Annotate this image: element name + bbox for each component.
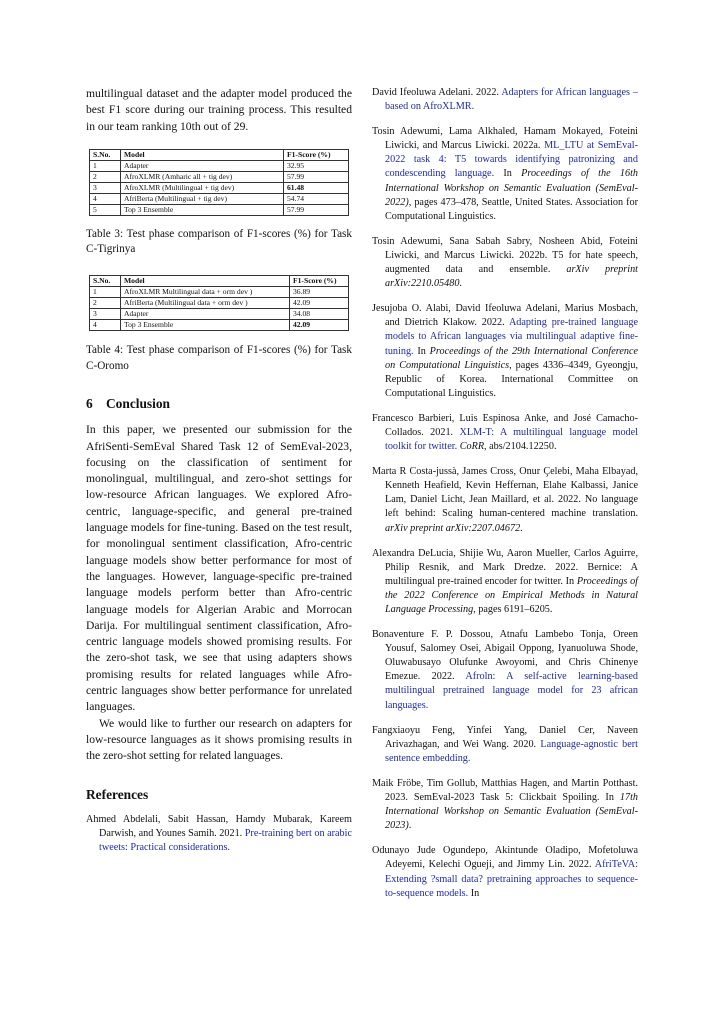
ref-authors: Alexandra DeLucia, Shijie Wu, Aaron Mueller, Carlos Aguirre, Philip Resnik, and Mark Dredze. 2022. Bernice: A multilingual pre-trained encoder for twitter. In	[372, 547, 638, 587]
ref-link[interactable]: XLM-T: A multilingual language model toolkit for twitter.	[385, 426, 638, 453]
table-row	[90, 160, 349, 171]
ref-authors: Tosin Adewumi, Lama Alkhaled, Hamam Mokayed, Foteini Liwicki, and Marcus Liwicki. 2022a.	[372, 126, 638, 152]
ref-text: , pages 6191–6205.	[473, 604, 553, 615]
table-cell: 5	[90, 204, 121, 215]
table-3-caption: Table 3: Test phase comparison of F1-scores (%) for Task C-Tigrinya	[86, 227, 352, 256]
table-row	[90, 171, 349, 182]
table-header-cell: S.No.	[90, 149, 121, 160]
reference-item	[86, 813, 352, 855]
ref-venue: CoRR	[459, 441, 485, 453]
table-cell: 3	[90, 182, 121, 193]
table-row	[90, 309, 349, 320]
ref-authors: Jesujoba O. Alabi, David Ifeoluwa Adelani, Marius Mosbach, and Dietrich Klakow. 2022.	[372, 303, 638, 329]
ref-authors: David Ifeoluwa Adelani. 2022.	[372, 87, 502, 98]
ref-venue: Proceedings of the 16th International Workshop on Semantic Evaluation (SemEval-2022)	[385, 168, 638, 208]
conclusion-paragraph-2: We would like to further our research on adapters for low-resource languages as it shows promising results in the zero-shot setting for related languages.	[86, 716, 352, 763]
ref-link[interactable]: Adapters for African languages – based on AfroXLMR.	[385, 87, 638, 113]
left-column	[86, 86, 352, 866]
right-column	[372, 86, 638, 912]
table-cell: 3	[90, 309, 121, 320]
ref-authors: Fangxiaoyu Feng, Yinfei Yang, Daniel Cer, Naveen Arivazhagan, and Wei Wang. 2020.	[372, 724, 638, 750]
table-cell: 32.95	[284, 160, 349, 171]
ref-text: In	[413, 345, 430, 357]
table-cell-best: 42.09	[290, 320, 349, 331]
reference-item	[372, 302, 638, 401]
ref-text: In	[494, 168, 522, 180]
reference-item	[372, 844, 638, 900]
ref-authors: Bonaventure F. P. Dossou, Atnafu Lambebo Tonja, Oreen Yousuf, Salomey Osei, Abigail Oppong, Iyanuoluwa Shode, Oluwabusayo Olufunke Awoyomi, and Chris Chinenye Emezue. 2022.	[372, 629, 638, 683]
conclusion-heading	[86, 396, 352, 412]
conclusion-paragraph-1: In this paper, we presented our submission for the AfriSenti-SemEval Shared Task 12 of SemEval-2023, focusing on the classification of sentiment for monolingual, multilingual, and zero-shot settings for low-resource African languages. We explored Afro-centric, language-specific, and general pre-trained language models for fine-tuning. Based on the test result, for monolingual sentiment classification, Afro-centric language models show better performance for most of the languages. However, language-specific pre-trained language models perform better than Afro-centric language models for Algerian Arabic and Morrocan Darija. For multilingual sentiment classification, Afro-centric language models showed promising results. For the zero-shot task, we see that using adapters shows promising results for related languages while Afro-centric languages show better performance for unrelated languages.	[86, 423, 352, 714]
reference-item	[372, 724, 638, 766]
reference-item	[372, 86, 638, 114]
reference-item	[372, 777, 638, 833]
table-cell: 57.99	[284, 171, 349, 182]
table-4-header	[90, 276, 349, 287]
ref-venue: Proceedings of the 29th International Conference on Computational Linguistics	[385, 345, 638, 371]
table-cell-best: 61.48	[284, 182, 349, 193]
reference-item	[372, 125, 638, 224]
ref-link[interactable]: Adapting pre-trained language models to African languages via multilingual adaptive fine-tuning.	[385, 317, 639, 357]
ref-text: .	[459, 278, 462, 290]
table-cell: 4	[90, 320, 121, 331]
section-title: Conclusion	[106, 396, 170, 412]
table-row	[90, 320, 349, 331]
table-cell: 1	[90, 160, 121, 171]
ref-link[interactable]: AfriTeVA: Extending ?small data? pretraining approaches to sequence-to-sequence models.	[385, 859, 638, 899]
references-heading: References	[86, 786, 149, 802]
table-row	[90, 204, 349, 215]
table-cell: 4	[90, 193, 121, 204]
section-number: 6	[86, 396, 93, 412]
table-cell: 36.89	[290, 287, 349, 298]
reference-item	[372, 628, 638, 713]
table-4-caption: Table 4: Test phase comparison of F1-scores (%) for Task C-Oromo	[86, 344, 352, 372]
table-cell: 1	[90, 287, 121, 298]
table-cell: 54.74	[284, 193, 349, 204]
reference-item	[372, 235, 638, 291]
table-row	[90, 298, 349, 309]
table-cell: 42.09	[290, 298, 349, 309]
table-header-cell: S.No.	[90, 276, 121, 287]
ref-authors: Odunayo Jude Ogundepo, Akintunde Oladipo, Mofetoluwa Adeyemi, Kelechi Ogueji, and Jimmy Lin. 2022.	[372, 845, 638, 871]
ref-text: , pages 4336–4349, Gyeongju, Republic of Korea. International Committee on Computational Linguistics.	[385, 359, 638, 399]
table-header-cell: Model	[121, 276, 290, 287]
table-cell: 2	[90, 298, 121, 309]
table-cell: AfroXLMR (Amharic all + tig dev)	[121, 171, 284, 182]
ref-venue: arXiv preprint arXiv:2207.04672	[385, 522, 521, 534]
ref-venue: Proceedings of the 2022 Conference on Empirical Methods in Natural Language Processing	[385, 575, 639, 615]
reference-item	[372, 465, 638, 535]
ref-text: In	[468, 887, 480, 899]
table-3	[89, 149, 349, 216]
ref-text: , pages 473–478, Seattle, United States. Association for Computational Linguistics.	[385, 196, 638, 222]
table-cell: Top 3 Ensemble	[121, 204, 284, 215]
table-cell: 57.99	[284, 204, 349, 215]
table-cell: AfriBerta (Multilingual + tig dev)	[121, 193, 284, 204]
ref-text: .	[520, 522, 523, 534]
table-cell: AfroXLMR (Multilingual + tig dev)	[121, 182, 284, 193]
reference-item	[372, 547, 638, 617]
table-cell: 34.08	[290, 309, 349, 320]
table-header-cell: F1-Score (%)	[284, 149, 349, 160]
table-header-cell: Model	[121, 149, 284, 160]
intro-paragraph: multilingual dataset and the adapter model produced the best F1 score during our training process. This resulted in our team ranking 10th out of 29.	[86, 87, 352, 133]
ref-authors: Marta R Costa-jussà, James Cross, Onur Çelebi, Maha Elbayad, Kenneth Heafield, Kevin Heffernan, Elahe Kalbassi, Janice Lam, Daniel Licht, Jean Maillard, et al. 2022. No language left behind: Scaling human-centered machine translation.	[372, 466, 638, 520]
table-cell: 2	[90, 171, 121, 182]
table-cell: AfroXLMR Multilingual data + orm dev )	[121, 287, 290, 298]
table-3-header	[90, 149, 349, 160]
ref-link[interactable]: Pre-training bert on arabic tweets: Practical considerations.	[99, 827, 352, 853]
ref-authors: Francesco Barbieri, Luis Espinosa Anke, and José Camacho-Collados. 2021.	[372, 412, 638, 438]
ref-link[interactable]: ML_LTU at SemEval-2022 task 4: T5 towards identifying patronizing and condescending language.	[385, 140, 638, 180]
ref-authors: Tosin Adewumi, Sana Sabah Sabry, Nosheen Abid, Foteini Liwicki, and Marcus Liwicki. 2022b. T5 for hate speech, augmented data and ensemble.	[372, 235, 638, 276]
table-row	[90, 287, 349, 298]
table-cell: AfriBerta (Multilingual data + orm dev )	[121, 298, 290, 309]
ref-authors: Ahmed Abdelali, Sabit Hassan, Hamdy Mubarak, Kareem Darwish, and Younes Samih. 2021.	[86, 813, 352, 839]
ref-authors: Maik Fröbe, Tim Gollub, Matthias Hagen, and Martin Potthast. 2023. SemEval-2023 Task 5: Clickbait Spoiling. In	[372, 777, 638, 804]
ref-link[interactable]: Afroln: A self-active learning-based multilingual pretrained language model for 23 african languages.	[385, 671, 639, 711]
ref-text: .	[408, 820, 412, 832]
table-4	[89, 275, 349, 331]
table-cell: Adapter	[121, 160, 284, 171]
table-row	[90, 182, 349, 193]
table-header-cell: F1-Score (%)	[290, 276, 349, 287]
ref-venue: arXiv preprint arXiv:2210.05480	[385, 264, 638, 290]
ref-link[interactable]: Language-agnostic bert sentence embedding.	[385, 738, 638, 764]
reference-item	[372, 412, 638, 454]
table-cell: Top 3 Ensemble	[121, 320, 290, 331]
table-row	[90, 193, 349, 204]
ref-venue: 17th International Workshop on Semantic Evaluation (SemEval-2023)	[385, 792, 638, 832]
ref-text: , abs/2104.12250.	[484, 441, 557, 453]
table-cell: Adapter	[121, 309, 290, 320]
